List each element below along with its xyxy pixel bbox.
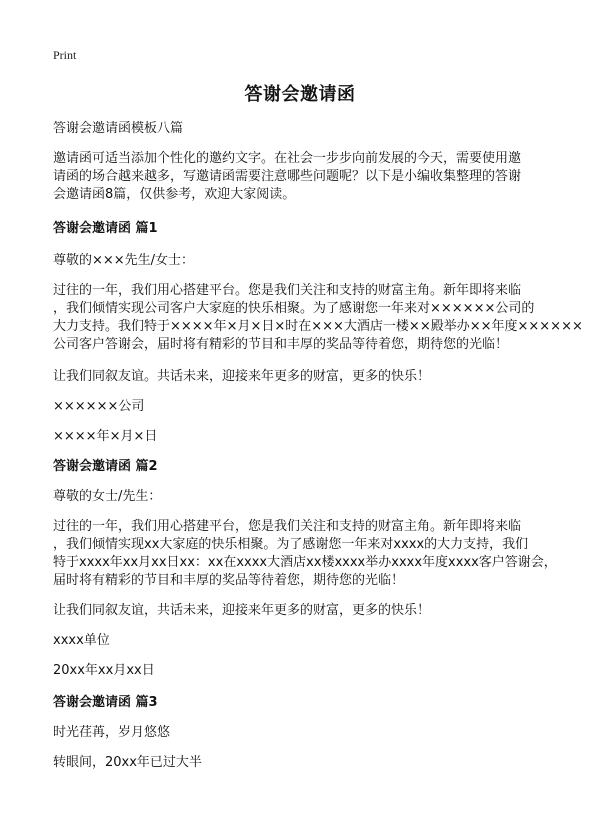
paragraph-line: ，我们倾情实现公司客户大家庭的快乐相聚。为了感谢您一年来对××××××公司的: [53, 301, 535, 316]
subtitle: 答谢会邀请函模板八篇: [53, 121, 184, 136]
paragraph-line: 特于xxxx年xx月xx日xx：xx在xxxx大酒店xx楼xxxx举办xxxx年度xxxx客户答谢会，: [53, 555, 557, 570]
company-signature: ××××××公司: [53, 399, 145, 414]
paragraph-line: 过往的一年，我们用心搭建平台。您是我们关注和支持的财富主角。新年即将来临: [53, 283, 522, 298]
section-heading: 答谢会邀请函 篇1: [53, 221, 158, 236]
body-paragraph: [53, 518, 557, 590]
section-heading: 答谢会邀请函 篇3: [53, 695, 158, 710]
intro-paragraph: [53, 150, 553, 204]
paragraph-line: 大力支持。我们特于××××年×月×日×时在×××大酒店一楼××殿举办××年度××××××: [53, 319, 583, 334]
paragraph-line: 公司客户答谢会，届时将有精彩的节目和丰厚的奖品等待着您，期待您的光临！: [53, 337, 509, 352]
document-content: [53, 120, 583, 772]
closing-line: 让我们同叙友谊，共话未来，迎接来年更多的财富，更多的快乐！: [53, 603, 431, 618]
section-heading: 答谢会邀请函 篇2: [53, 459, 158, 474]
paragraph-line: ，我们倾情实现xx大家庭的快乐相聚。为了感谢您一年来对xxxx的大力支持，我们: [53, 537, 529, 552]
closing-line: 让我们同叙友谊。共话未来，迎接来年更多的财富，更多的快乐！: [53, 369, 431, 384]
paragraph-line: 届时将有精彩的节目和丰厚的奖品等待着您，期待您的光临！: [53, 573, 405, 588]
company-signature: xxxx单位: [53, 633, 110, 648]
paragraph-line: 过往的一年，我们用心搭建平台，您是我们关注和支持的财富主角。新年即将来临: [53, 519, 522, 534]
body-paragraph: [53, 282, 583, 354]
paragraph-line: 请函的场合越来越多，写邀请函需要注意哪些问题呢？以下是小编收集整理的答谢: [53, 169, 522, 184]
date-line: 20xx年xx月xx日: [53, 663, 155, 678]
paragraph-line: 转眼间，20xx年已过大半: [53, 755, 202, 770]
paragraph-line: 邀请函可适当添加个性化的邀约文字。在社会一步步向前发展的今天，需要使用邀: [53, 151, 522, 166]
paragraph-line: 时光荏苒，岁月悠悠: [53, 725, 171, 740]
greeting: 尊敬的女士/先生：: [53, 489, 162, 504]
page-title: 答谢会邀请函: [244, 84, 356, 105]
date-line: ××××年×月×日: [53, 429, 158, 444]
paragraph-line: 会邀请函8篇，仅供参考，欢迎大家阅读。: [53, 187, 296, 202]
greeting: 尊敬的×××先生/女士：: [53, 253, 195, 268]
print-label[interactable]: Print: [53, 48, 77, 62]
